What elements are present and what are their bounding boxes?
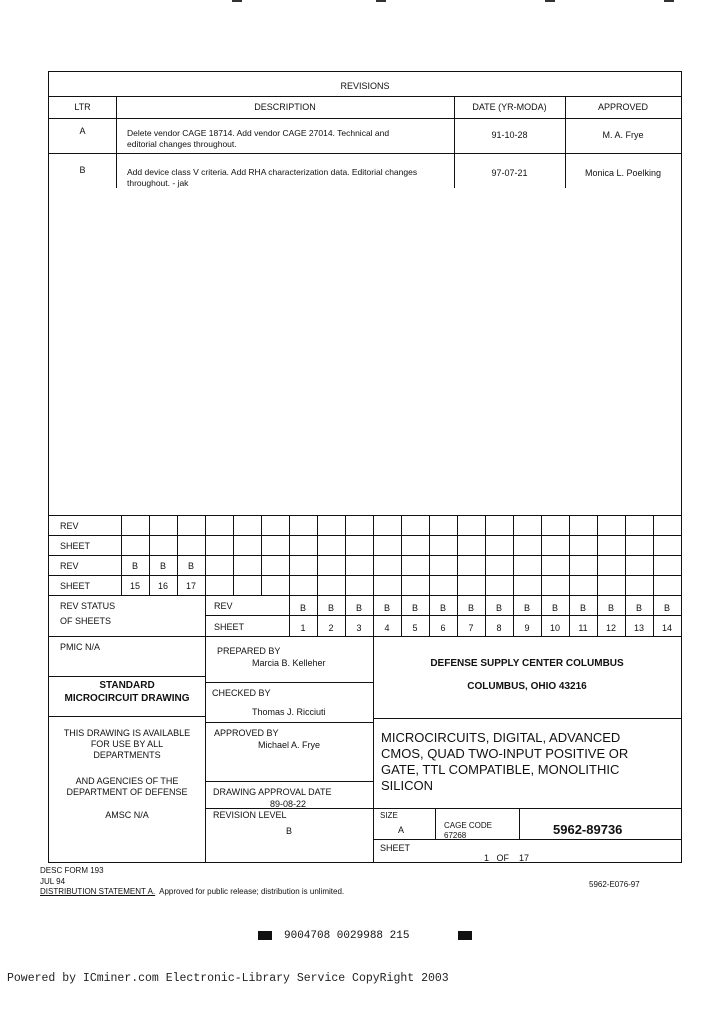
rev-ltr: B — [79, 165, 86, 175]
of-sheets-label: OF SHEETS — [60, 616, 112, 626]
main-rev-cell: B — [663, 603, 670, 613]
form-number: DESC FORM 193 — [40, 866, 104, 875]
main-sheet-cell: 4 — [384, 623, 390, 633]
header-date: DATE (YR-MODA) — [472, 102, 547, 112]
prepared-by-name: Marcia B. Kelleher — [252, 658, 326, 668]
rev-date: 97-07-21 — [491, 168, 528, 178]
cage-code-label: CAGE CODE — [444, 821, 493, 830]
upper-rev-label: REV — [60, 561, 79, 571]
rev-status-label: REV STATUS — [60, 601, 116, 611]
revision-level-value: B — [285, 826, 292, 836]
main-sheet-cell: 1 — [300, 623, 306, 633]
main-rev-cell: B — [411, 603, 418, 613]
upper-rev-cell: B — [131, 561, 138, 571]
main-rev-cell: B — [327, 603, 334, 613]
main-sheet-cell: 12 — [605, 623, 616, 633]
amsc-label: AMSC N/A — [105, 810, 149, 820]
upper-sheet-cell: 15 — [129, 581, 140, 591]
sheet-value: 1 OF 17 — [484, 853, 530, 863]
approved-by-name: Michael A. Frye — [258, 740, 321, 750]
main-rev-cell: B — [551, 603, 558, 613]
size-label: SIZE — [380, 811, 398, 820]
main-sheet-cell: 11 — [578, 623, 588, 633]
availability-line: AND AGENCIES OF THE — [75, 776, 179, 786]
distribution-label: DISTRIBUTION STATEMENT A. — [40, 887, 156, 896]
main-rev-cell: B — [523, 603, 530, 613]
checked-by-name: Thomas J. Ricciuti — [252, 707, 326, 717]
main-sheet-cell: 5 — [412, 623, 418, 633]
main-sheet-cell: 14 — [661, 623, 672, 633]
upper-sheet-cell: 17 — [185, 581, 196, 591]
rev-desc-line: Delete vendor CAGE 18714. Add vendor CAGE 27014. Technical and — [127, 128, 390, 138]
prepared-by-label: PREPARED BY — [217, 646, 281, 656]
approved-by-label: APPROVED BY — [214, 728, 279, 738]
main-sheet-cell: 13 — [633, 623, 644, 633]
main-sheet-cell: 3 — [356, 623, 362, 633]
barcode-number: 9004708 0029988 215 — [284, 930, 410, 942]
rev-ltr: A — [79, 126, 86, 136]
drawing-title-line: MICROCIRCUITS, DIGITAL, ADVANCED — [381, 730, 621, 745]
drawing-number: 5962-89736 — [553, 822, 623, 837]
header-description: DESCRIPTION — [254, 102, 316, 112]
rev-desc-line: throughout. - jak — [127, 178, 189, 188]
sheet-label: SHEET — [380, 843, 411, 853]
main-sheet-cell: 8 — [496, 623, 502, 633]
rev-desc-line: Add device class V criteria. Add RHA characterization data. Editorial changes — [127, 167, 418, 177]
drawing-title-line: GATE, TTL COMPATIBLE, MONOLITHIC — [381, 762, 620, 777]
dscc-location: COLUMBUS, OHIO 43216 — [467, 681, 587, 692]
dscc-name: DEFENSE SUPPLY CENTER COLUMBUS — [430, 658, 624, 669]
distribution-statement — [40, 887, 344, 897]
scan-mark — [664, 0, 674, 2]
main-sheet-cell: 2 — [328, 623, 334, 633]
main-sheet-label: SHEET — [214, 622, 245, 632]
availability-line: THIS DRAWING IS AVAILABLE — [63, 728, 191, 738]
main-sheet-cell: 9 — [524, 623, 530, 633]
main-rev-cell: B — [495, 603, 502, 613]
upper-sheet-label: SHEET — [60, 541, 91, 551]
pmic-label: PMIC N/A — [60, 642, 101, 652]
form-date: JUL 94 — [40, 877, 66, 886]
main-rev-cell: B — [383, 603, 390, 613]
drawing-title-line: SILICON — [381, 778, 434, 793]
barcode-block — [458, 931, 472, 940]
rev-date: 91-10-28 — [491, 130, 528, 140]
drawing-title-line: CMOS, QUAD TWO-INPUT POSITIVE OR — [381, 746, 629, 761]
availability-line: DEPARTMENTS — [93, 750, 161, 760]
main-rev-cell: B — [299, 603, 306, 613]
main-rev-cell: B — [607, 603, 614, 613]
upper-rev-cell: B — [159, 561, 166, 571]
rev-desc-line: editorial changes throughout. — [127, 139, 237, 149]
checked-by-label: CHECKED BY — [212, 688, 271, 698]
size-value: A — [398, 825, 405, 835]
microcircuit-drawing-label: MICROCIRCUIT DRAWING — [64, 693, 190, 704]
upper-sheet-cell: 16 — [157, 581, 168, 591]
distribution-text: Approved for public release; distribution is unlimited. — [155, 887, 345, 896]
rev-approved: Monica L. Poelking — [584, 168, 662, 178]
document-code: 5962-E076-97 — [589, 880, 640, 889]
main-rev-cell: B — [439, 603, 446, 613]
standard-label: STANDARD — [99, 680, 155, 691]
main-sheet-cell: 10 — [549, 623, 560, 633]
main-rev-cell: B — [467, 603, 474, 613]
approval-date-label: DRAWING APPROVAL DATE — [213, 787, 332, 797]
main-rev-label: REV — [214, 601, 233, 611]
cage-code-value: 67268 — [444, 831, 467, 840]
scan-mark — [232, 0, 242, 2]
rev-approved: M. A. Frye — [602, 130, 644, 140]
main-sheet-cell: 6 — [440, 623, 446, 633]
barcode-block — [258, 931, 272, 940]
header-ltr: LTR — [74, 102, 91, 112]
availability-line: DEPARTMENT OF DEFENSE — [66, 787, 188, 797]
revision-level-label: REVISION LEVEL — [213, 810, 287, 820]
powered-by-footer: Powered by ICminer.com Electronic-Library Service CopyRight 2003 — [7, 972, 449, 985]
header-approved: APPROVED — [597, 102, 648, 112]
scan-mark — [545, 0, 555, 2]
upper-sheet-label: SHEET — [60, 581, 91, 591]
revisions-title: REVISIONS — [340, 81, 390, 91]
main-rev-cell: B — [635, 603, 642, 613]
upper-rev-cell: B — [187, 561, 194, 571]
main-sheet-cell: 7 — [468, 623, 474, 633]
upper-rev-label: REV — [60, 521, 79, 531]
main-rev-cell: B — [355, 603, 362, 613]
availability-line: FOR USE BY ALL — [90, 739, 164, 749]
approval-date-value: 89-08-22 — [270, 799, 307, 809]
main-rev-cell: B — [579, 603, 586, 613]
scan-mark — [376, 0, 386, 2]
